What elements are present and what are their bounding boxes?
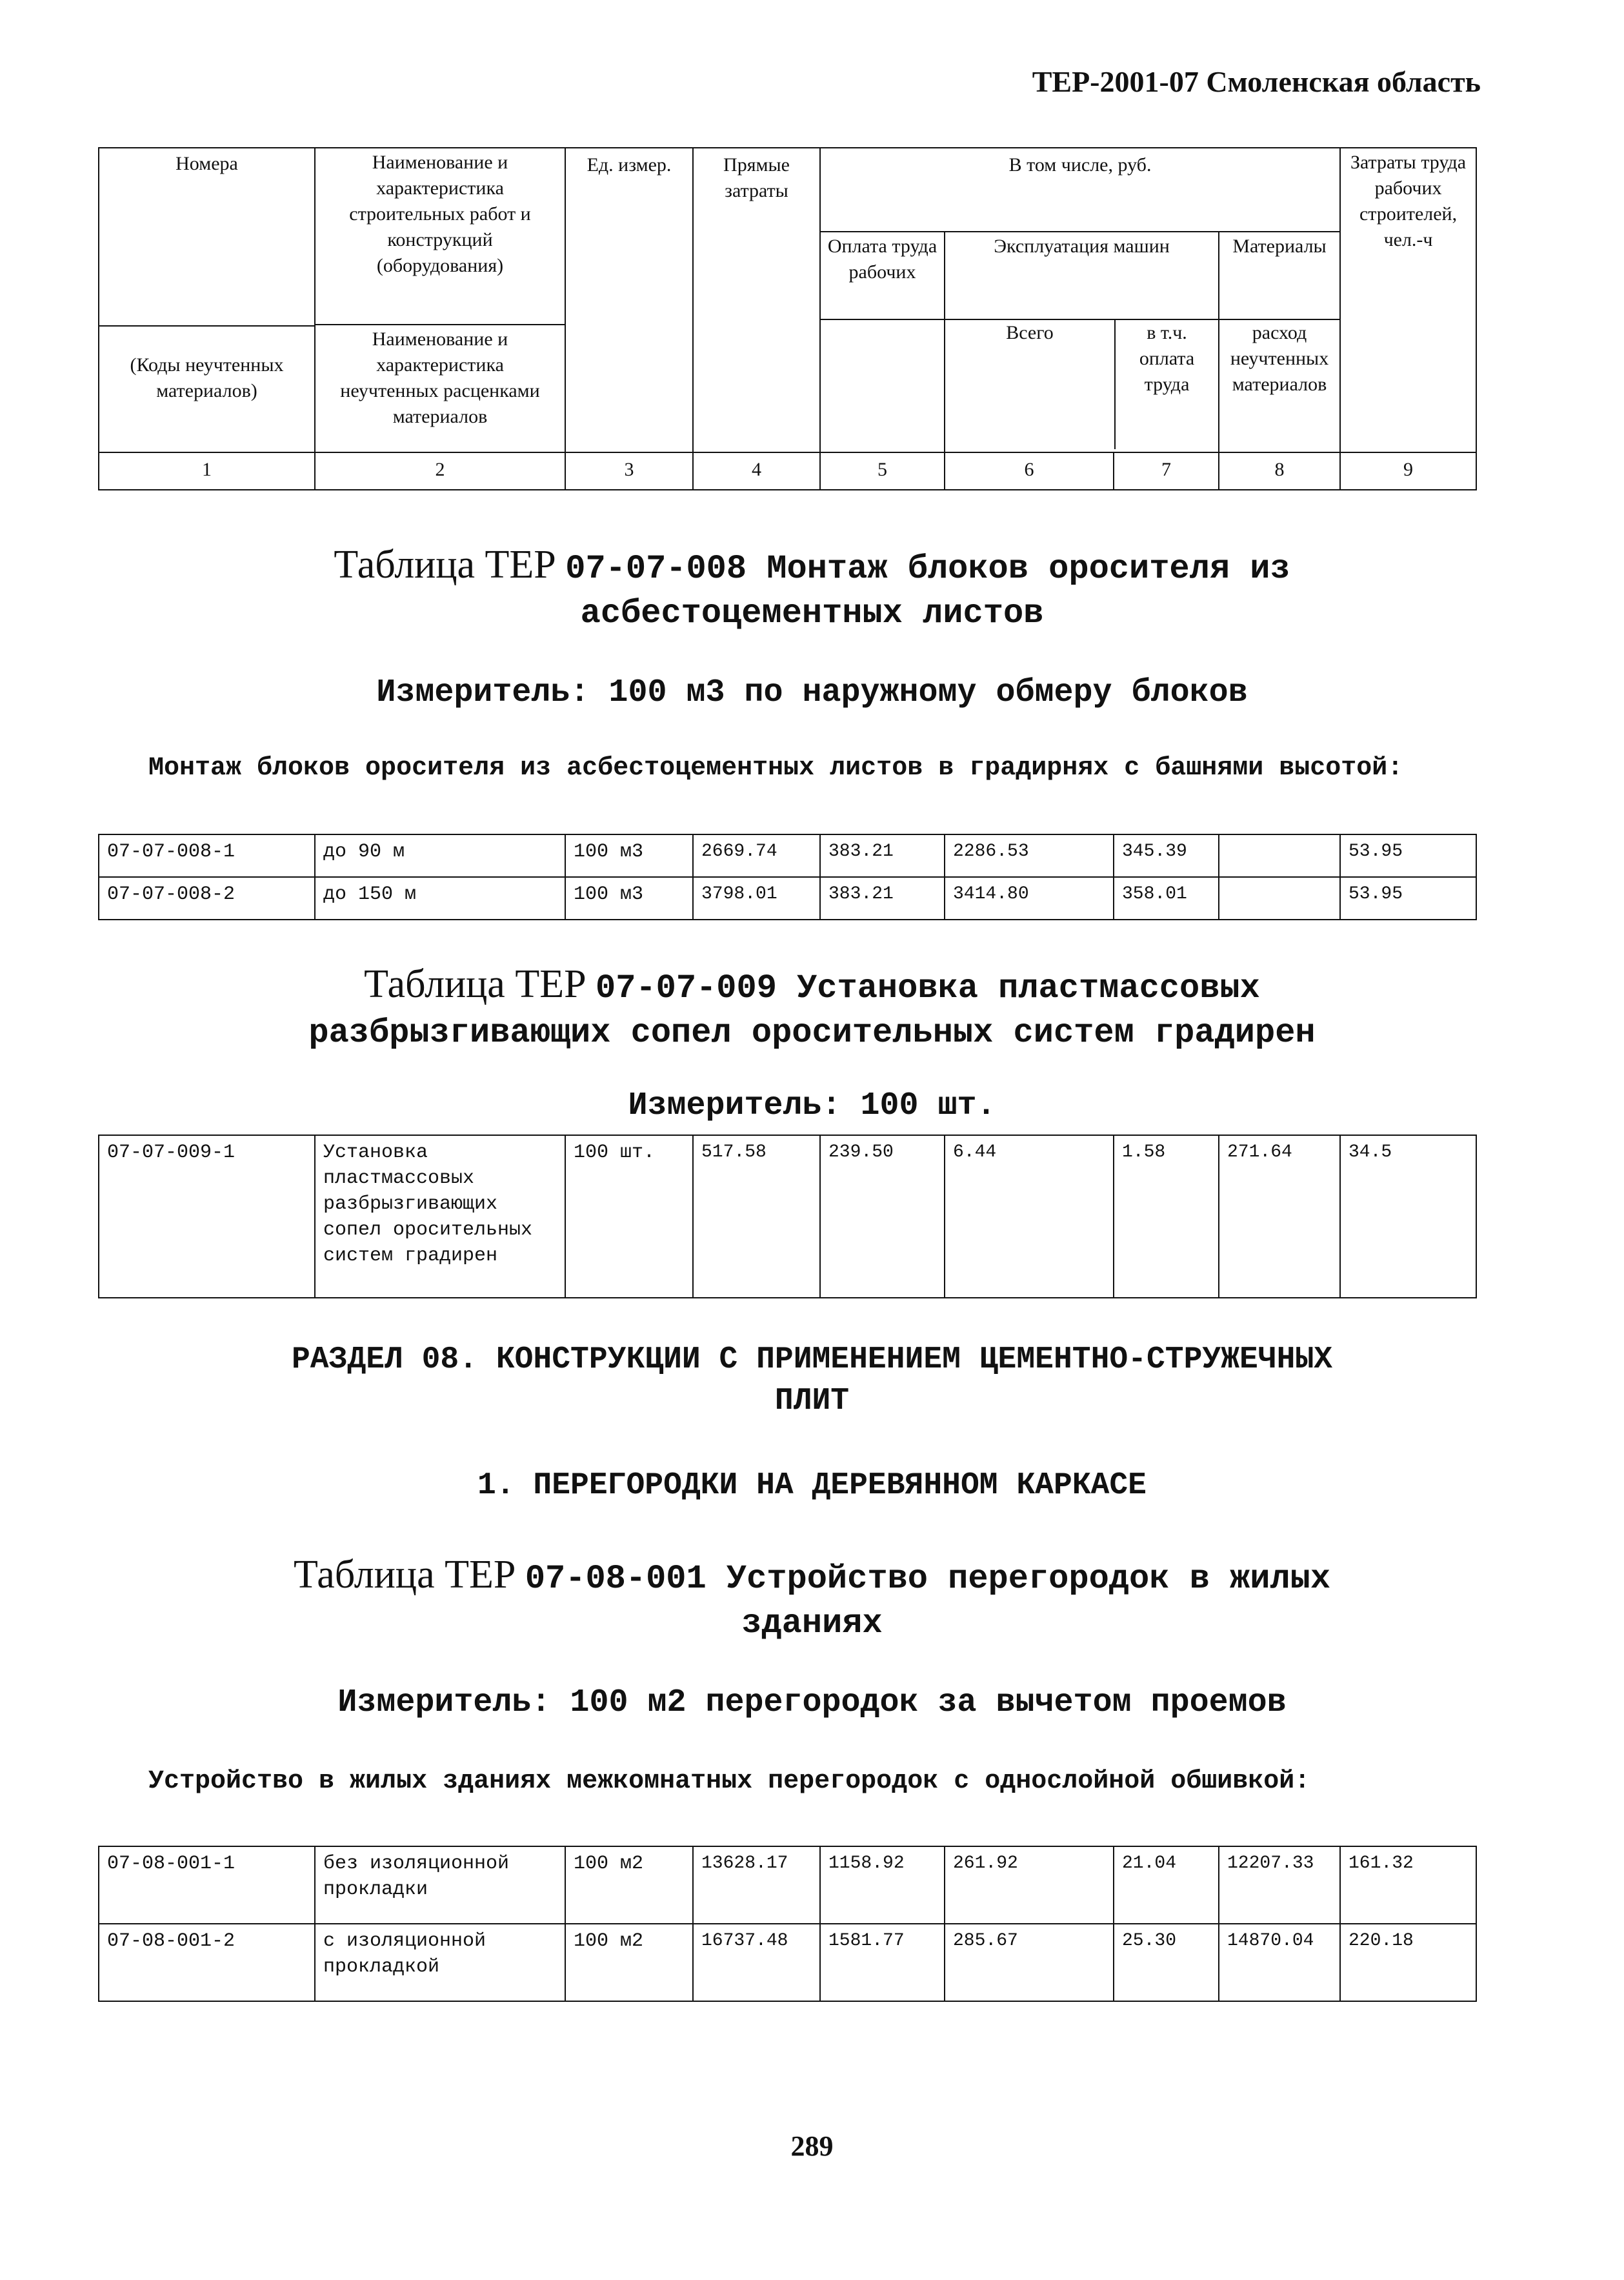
table-row (99, 1135, 1476, 1298)
table-cell: без изоляционной прокладки (315, 1846, 565, 1924)
table-cell: 07-08-001-2 (99, 1924, 315, 2001)
header-number: 6 (945, 452, 1114, 490)
table-cell: 07-07-008-1 (99, 834, 315, 877)
header-number: 4 (693, 452, 820, 490)
header-unit: Ед. измер. (565, 148, 693, 452)
table-cell: 2669.74 (693, 834, 820, 877)
table1-measure: Измеритель: 100 м3 по наружному обмеру блоков (376, 674, 1248, 711)
table-cell: до 90 м (315, 834, 565, 877)
table-row (99, 834, 1476, 877)
header-number: 7 (1114, 452, 1219, 490)
table-cell (1219, 877, 1340, 920)
document-header: ТЕР-2001-07 Смоленская область (1032, 65, 1481, 98)
table2-title: Таблица ТЕР 07-07-009 Установка пластмассовых (364, 962, 1260, 1007)
table-cell: 239.50 (820, 1135, 945, 1298)
table-cell: 16737.48 (693, 1924, 820, 2001)
table-cell: 53.95 (1340, 877, 1476, 920)
header-number: 9 (1340, 452, 1476, 490)
header-machines-labor: в т.ч. оплата труда (1139, 322, 1195, 395)
header-number: 5 (820, 452, 945, 490)
table3-intro: Устройство в жилых зданиях межкомнатных перегородок с однослойной обшивкой: (148, 1767, 1310, 1796)
header-labor-hours: Затраты труда рабочих строителей, чел.-ч (1340, 148, 1476, 452)
table-cell: 345.39 (1114, 834, 1219, 877)
table-cell: 517.58 (693, 1135, 820, 1298)
header-number: 1 (99, 452, 315, 490)
table-cell: 100 м3 (565, 834, 693, 877)
header-direct-costs: Прямые затраты (693, 148, 820, 452)
table-cell: 100 м3 (565, 877, 693, 920)
table-cell: 261.92 (945, 1846, 1114, 1924)
column-header-table (98, 147, 1477, 490)
table-cell: 100 шт. (565, 1135, 693, 1298)
table-cell: 6.44 (945, 1135, 1114, 1298)
table2-title-line2: разбрызгивающих сопел оросительных систем градирен (308, 1014, 1316, 1052)
table-cell: 161.32 (1340, 1846, 1476, 1924)
header-number: 3 (565, 452, 693, 490)
header-codes: Номера (Коды неучтенных материалов) (99, 148, 315, 452)
table-cell: 358.01 (1114, 877, 1219, 920)
table-cell: 383.21 (820, 834, 945, 877)
table-cell: 100 м2 (565, 1924, 693, 2001)
table1-title-line2: асбестоцементных листов (580, 594, 1044, 632)
header-machines-total: Всего (945, 320, 1116, 449)
table-cell: 3414.80 (945, 877, 1114, 920)
table-cell: 21.04 (1114, 1846, 1219, 1924)
header-including: В том числе, руб. (820, 148, 1340, 232)
table-row (99, 1924, 1476, 2001)
section-title: РАЗДЕЛ 08. КОНСТРУКЦИИ С ПРИМЕНЕНИЕМ ЦЕМЕНТНО-СТРУЖЕЧНЫХ ПЛИТ (291, 1342, 1333, 1418)
table-cell: 07-08-001-1 (99, 1846, 315, 1924)
header-number: 8 (1219, 452, 1340, 490)
table-cell: 14870.04 (1219, 1924, 1340, 2001)
table-cell: 1.58 (1114, 1135, 1219, 1298)
table1-intro: Монтаж блоков оросителя из асбестоцементных листов в градирнях с башнями высотой: (148, 754, 1403, 783)
table1-rows (98, 834, 1477, 920)
table-cell: 34.5 (1340, 1135, 1476, 1298)
table-cell: 1158.92 (820, 1846, 945, 1924)
table-cell: 3798.01 (693, 877, 820, 920)
table3-rows (98, 1846, 1477, 2002)
header-materials: Материалы расход неучтенных материалов (1219, 232, 1340, 452)
header-machines: Эксплуатация машин Всего в т.ч. оплата труда (945, 232, 1219, 452)
header-name: Наименование и характеристика строительных работ и конструкций (оборудования) Наименование и характеристика неучтенных расценками материалов (315, 148, 565, 452)
table2-rows (98, 1135, 1477, 1298)
table-cell: 271.64 (1219, 1135, 1340, 1298)
table-cell: 13628.17 (693, 1846, 820, 1924)
table-cell: с изоляционной прокладкой (315, 1924, 565, 2001)
table-row (99, 877, 1476, 920)
table-cell: Установка пластмассовых разбрызгивающих сопел оросительных систем градирен (315, 1135, 565, 1298)
table1-title: Таблица ТЕР 07-07-008 Монтаж блоков оросителя из (334, 543, 1290, 588)
table-cell: 07-07-009-1 (99, 1135, 315, 1298)
table-cell (1219, 834, 1340, 877)
header-worker-pay: Оплата труда рабочих (820, 232, 945, 452)
table3-title: Таблица ТЕР 07-08-001 Устройство перегородок в жилых (293, 1553, 1331, 1598)
page-number: 289 (790, 2130, 834, 2162)
table3-measure: Измеритель: 100 м2 перегородок за вычетом проемов (337, 1684, 1287, 1721)
header-number: 2 (315, 452, 565, 490)
table-cell: 25.30 (1114, 1924, 1219, 2001)
table-row (99, 1846, 1476, 1924)
table-cell: 285.67 (945, 1924, 1114, 2001)
table-cell: 2286.53 (945, 834, 1114, 877)
table2-measure: Измеритель: 100 шт. (628, 1087, 996, 1124)
table-cell: 100 м2 (565, 1846, 693, 1924)
subsection-title: 1. ПЕРЕГОРОДКИ НА ДЕРЕВЯННОМ КАРКАСЕ (477, 1468, 1147, 1503)
table3-title-line2: зданиях (741, 1604, 883, 1642)
table-cell: 383.21 (820, 877, 945, 920)
table-cell: до 150 м (315, 877, 565, 920)
table-cell: 1581.77 (820, 1924, 945, 2001)
table-cell: 12207.33 (1219, 1846, 1340, 1924)
table-cell: 53.95 (1340, 834, 1476, 877)
table-cell: 07-07-008-2 (99, 877, 315, 920)
table-cell: 220.18 (1340, 1924, 1476, 2001)
